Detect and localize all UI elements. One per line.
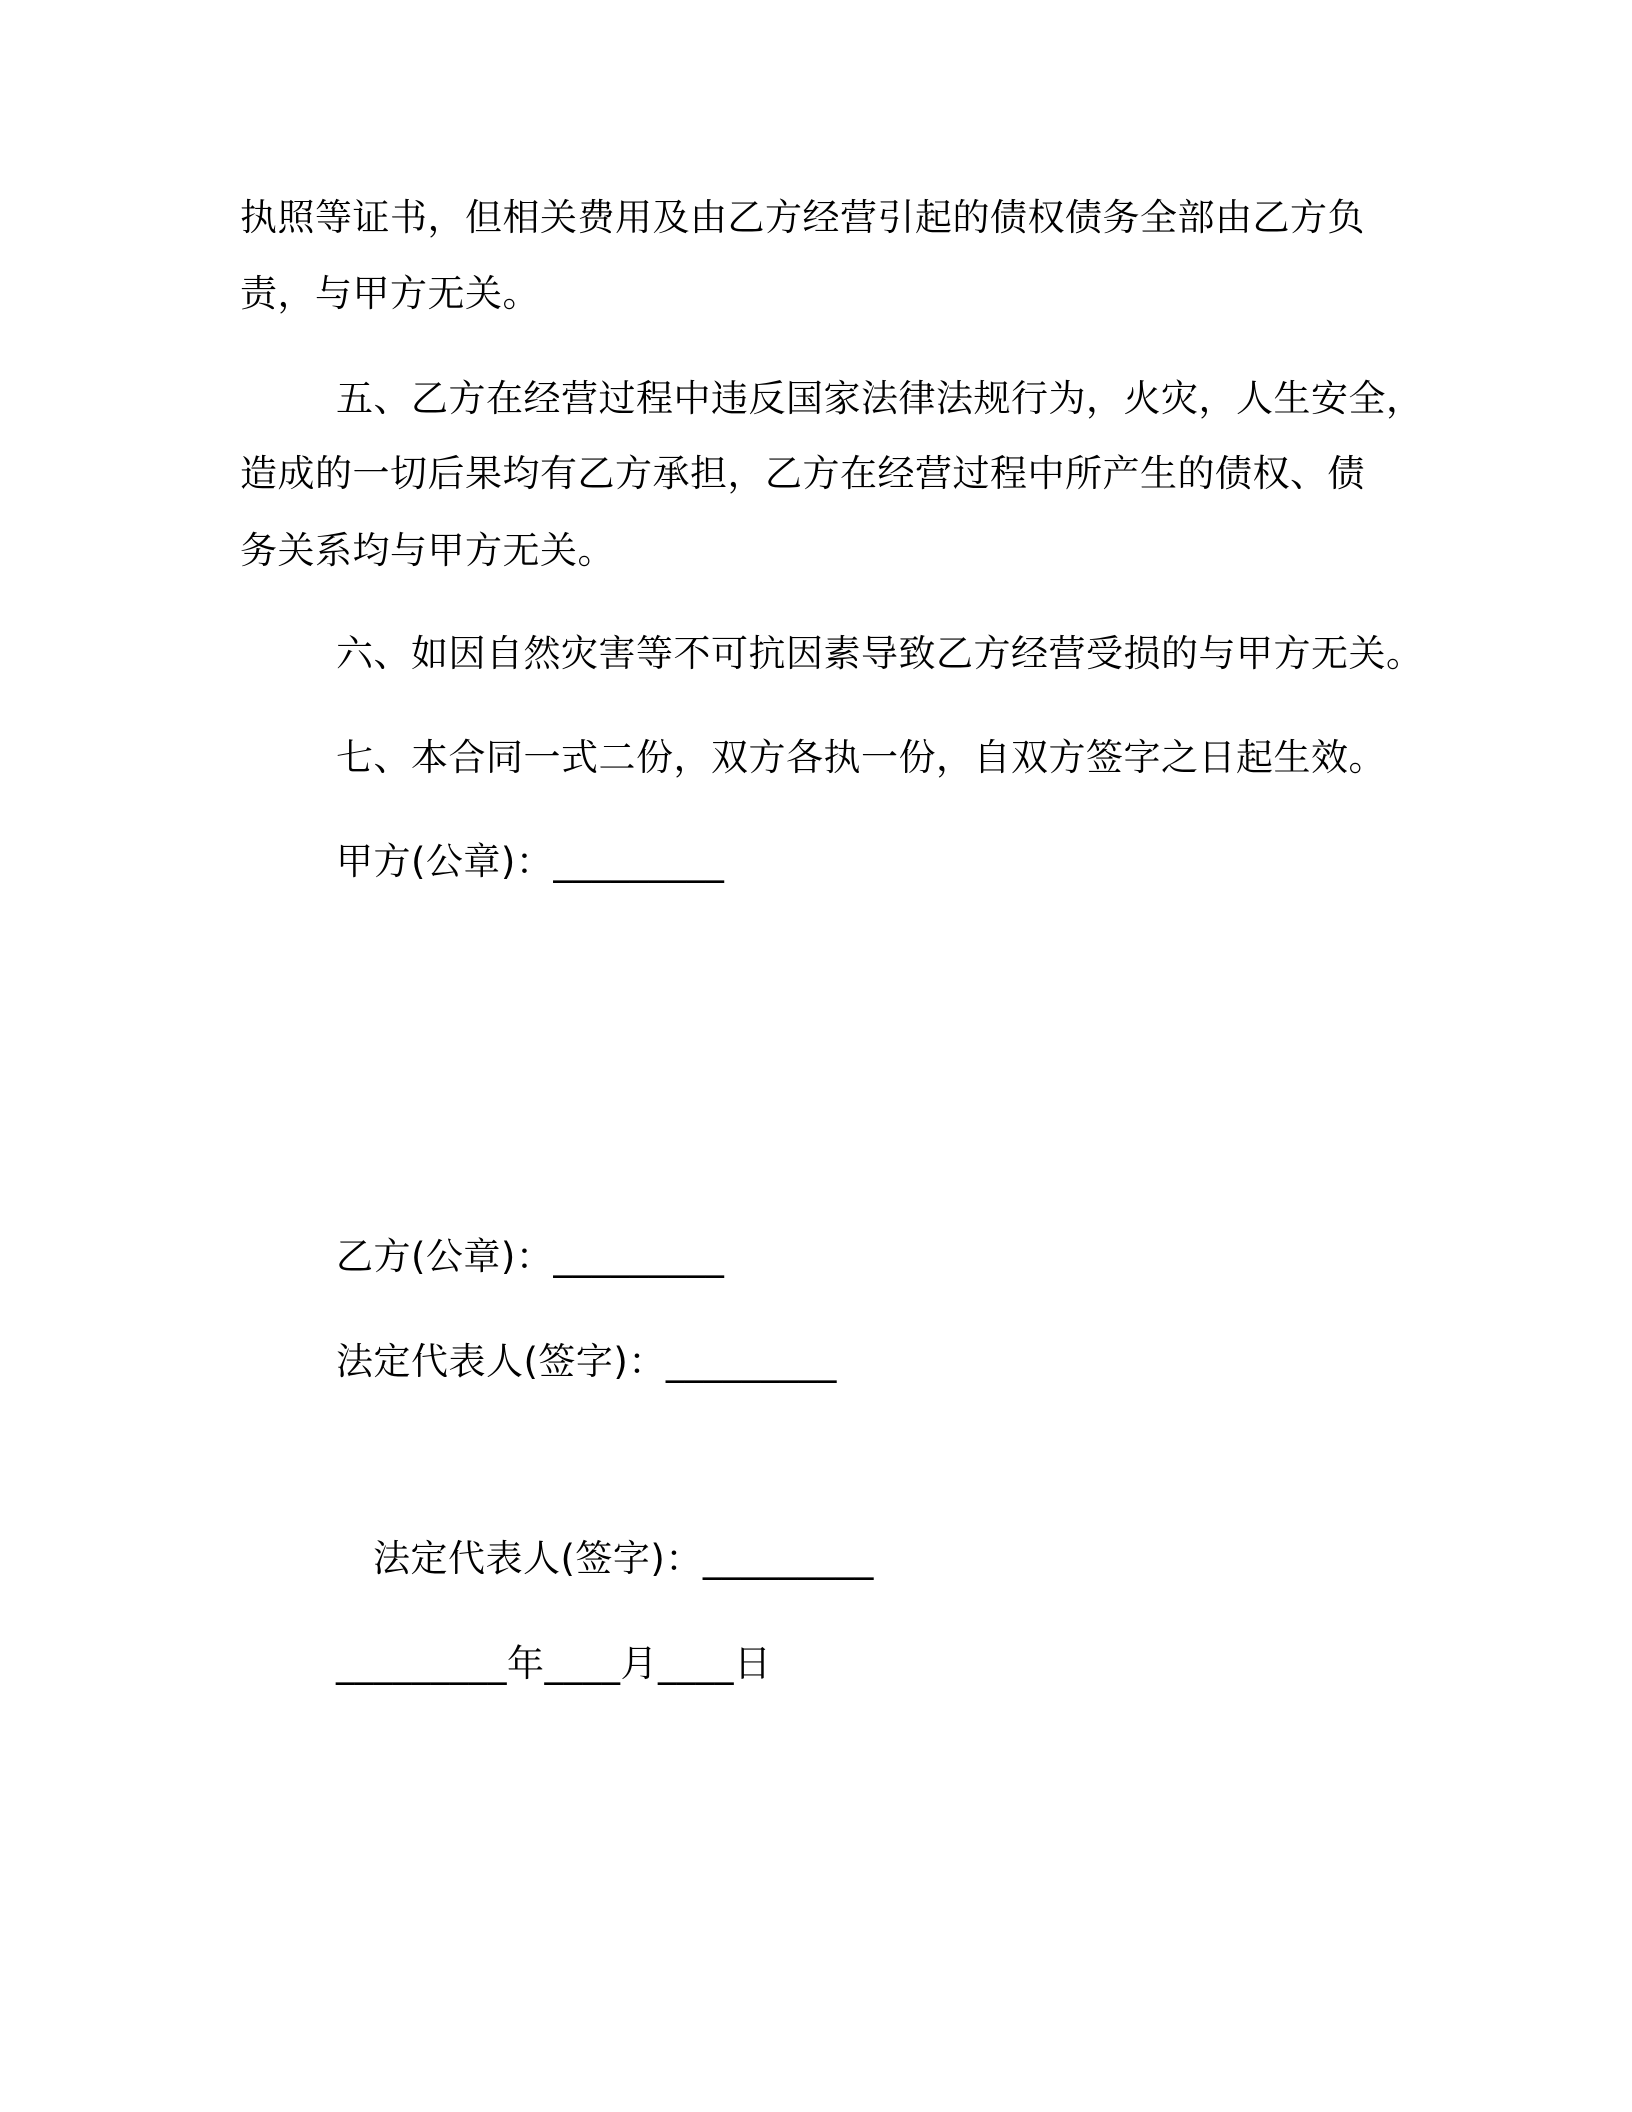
clause-5-line-2: 造成的一切后果均有乙方承担，乙方在经营过程中所产生的债权、债 bbox=[240, 452, 1365, 495]
signing-date-line: _________年____月____日 bbox=[336, 1642, 772, 1685]
party-a-seal-line: 甲方(公章)：_________ bbox=[336, 840, 725, 883]
clause-7: 七、本合同一式二份，双方各执一份，自双方签字之日起生效。 bbox=[336, 736, 1386, 779]
clause-5-line-1: 五、乙方在经营过程中违反国家法律法规行为，火灾，人生安全， bbox=[336, 377, 1424, 420]
legal-representative-signature-line-1: 法定代表人(签字)：_________ bbox=[336, 1340, 837, 1383]
party-b-seal-line: 乙方(公章)：_________ bbox=[336, 1235, 725, 1278]
clause-6: 六、如因自然灾害等不可抗因素导致乙方经营受损的与甲方无关。 bbox=[336, 632, 1424, 675]
legal-representative-signature-line-2: 法定代表人(签字)：_________ bbox=[373, 1537, 874, 1580]
clause-5-line-3: 务关系均与甲方无关。 bbox=[240, 529, 615, 572]
clause-4-continuation-line-2: 责，与甲方无关。 bbox=[240, 272, 540, 315]
clause-4-continuation-line-1: 执照等证书，但相关费用及由乙方经营引起的债权债务全部由乙方负 bbox=[240, 196, 1365, 239]
